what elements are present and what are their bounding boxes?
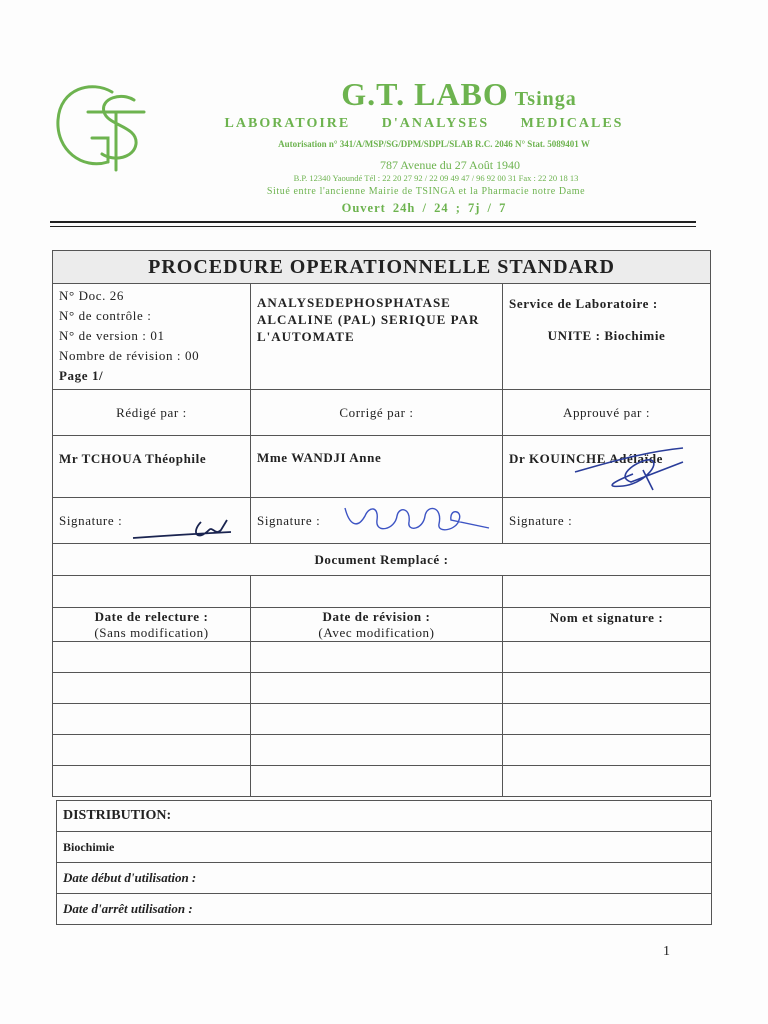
revision-note: (Avec modification) (318, 624, 435, 640)
replaced-document-label: Document Remplacé : (53, 544, 711, 576)
stop-date-label: Date d'arrêt utilisation : (57, 894, 712, 925)
lab-type: LABORATOIRE D'ANALYSES MEDICALES (224, 116, 624, 131)
analysis-title: ANALYSEDEPHOSPHATASE ALCALINE (PAL) SERIQUE PAR L'AUTOMATE (251, 284, 503, 390)
company-name: G.T. LABO Tsinga (341, 76, 577, 112)
approver-signature-label: Signature : (503, 498, 711, 544)
writer-signature-cell (53, 498, 251, 544)
review-row-cell (53, 766, 251, 797)
start-date-label: Date début d'utilisation : (57, 863, 712, 894)
contacts-line: B.P. 12340 Yaoundé Tél : 22 20 27 92 / 22 09 49 47 / 96 92 00 31 Fax : 22 20 18 13 (293, 173, 579, 183)
review-row-cell (251, 766, 503, 797)
corrected-by-label: Corrigé par : (251, 390, 503, 436)
review-row-cell (251, 673, 503, 704)
replaced-cell-2 (251, 576, 503, 608)
writer-signature (131, 516, 251, 546)
review-row-cell (503, 735, 711, 766)
reread-date-header (53, 608, 251, 642)
review-row-cell (251, 642, 503, 673)
revision-count: Nombre de révision : 00 (59, 348, 200, 363)
document-meta-cell (53, 284, 251, 390)
replaced-cell-1 (53, 576, 251, 608)
location-line: Situé entre l'ancienne Mairie de TSINGA et la Pharmacie notre Dame (266, 186, 586, 197)
review-row-cell (53, 704, 251, 735)
distribution-table (56, 800, 712, 925)
address-line: 787 Avenue du 27 Août 1940 (379, 158, 521, 172)
distribution-title: DISTRIBUTION: (57, 801, 712, 832)
corrector-signature-cell (251, 498, 503, 544)
name-signature-header: Nom et signature : (503, 608, 711, 642)
reread-note: (Sans modification) (94, 624, 209, 640)
header-rule-thin (50, 226, 696, 227)
review-row-cell (503, 704, 711, 735)
revision-date-label: Date de révision : (322, 608, 431, 624)
corrector-signature (339, 500, 499, 540)
revision-date-header (251, 608, 503, 642)
review-row-cell (503, 766, 711, 797)
sop-table (52, 250, 711, 797)
control-number: N° de contrôle : (59, 308, 152, 323)
approved-by-label: Approuvé par : (503, 390, 711, 436)
written-by-label: Rédigé par : (53, 390, 251, 436)
approver-cell (503, 436, 711, 498)
approver-name: Dr KOUINCHE Adélaïde (509, 451, 664, 466)
writer-name: Mr TCHOUA Théophile (53, 436, 251, 498)
doc-number: N° Doc. 26 (59, 288, 124, 303)
header-rule (50, 221, 696, 223)
service-label: Service de Laboratoire : (509, 296, 658, 311)
corrector-signature-label: Signature : (257, 512, 321, 528)
review-row-cell (53, 673, 251, 704)
replaced-cell-3 (503, 576, 711, 608)
approver-signature (573, 442, 693, 492)
opening-hours: Ouvert 24h / 24 ; 7j / 7 (341, 201, 507, 215)
authorization-line: Autorisation n° 341/A/MSP/SG/DPM/SDPL/SLAB R.C. 2046 N° Stat. 5089401 W (278, 139, 590, 149)
review-row-cell (251, 704, 503, 735)
review-row-cell (251, 735, 503, 766)
unit-label: UNITE : Biochimie (547, 328, 666, 343)
corrector-name: Mme WANDJI Anne (251, 436, 503, 498)
page-indicator: Page 1/ (59, 368, 104, 383)
company-suffix: Tsinga (514, 88, 577, 110)
page-number: 1 (663, 944, 670, 959)
review-row-cell (503, 673, 711, 704)
writer-signature-label: Signature : (59, 512, 123, 528)
company-header (0, 76, 768, 113)
reread-date-label: Date de relecture : (94, 608, 209, 624)
distribution-item: Biochimie (57, 832, 712, 863)
review-row-cell (53, 735, 251, 766)
review-row-cell (503, 642, 711, 673)
review-row-cell (53, 642, 251, 673)
document-title: PROCEDURE OPERATIONNELLE STANDARD (53, 251, 711, 284)
service-cell (503, 284, 711, 390)
version-number: N° de version : 01 (59, 328, 165, 343)
